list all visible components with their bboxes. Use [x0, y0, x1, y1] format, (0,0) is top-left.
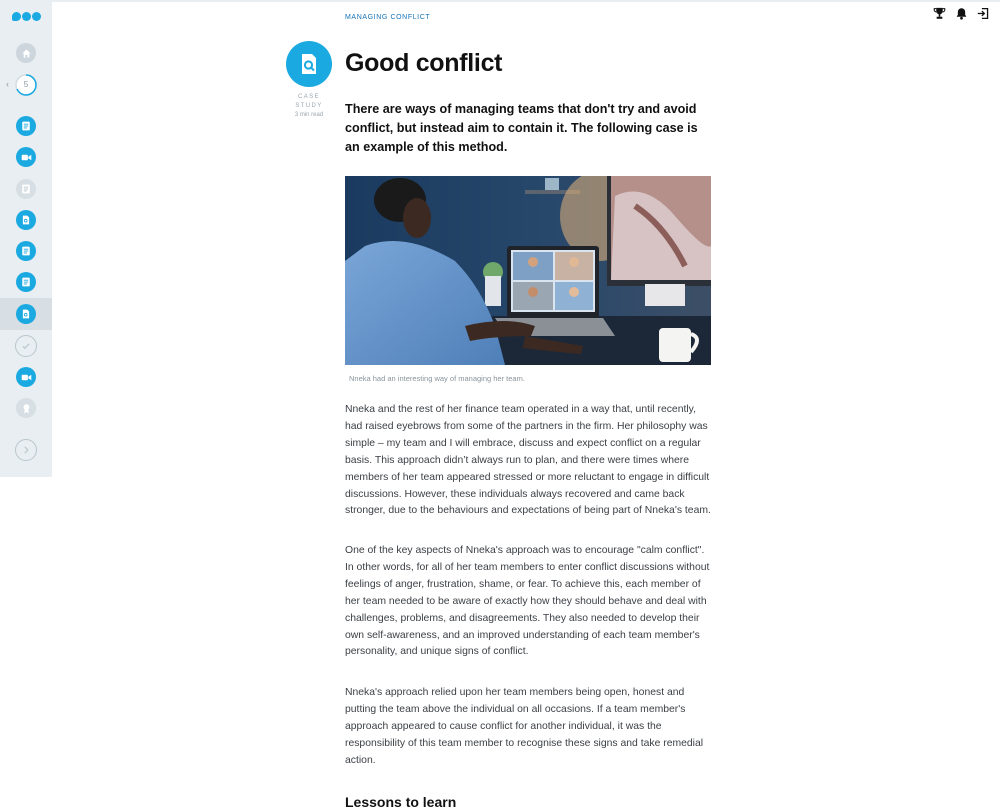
progress-value: 5	[23, 80, 29, 89]
section-label: MANAGING CONFLICT	[345, 14, 431, 21]
article-paragraph-3: Nneka's approach relied upon her team members being open, honest and putting the team above the individual on all occasions. If a team member's approach appeared to cause conflict for another individual, it was the responsibility of this team member to recognise these signs and take remedial action.	[345, 687, 704, 766]
header-actions	[933, 7, 990, 20]
chevron-left-icon[interactable]: ‹	[6, 79, 9, 89]
section-heading-lessons: Lessons to learn	[345, 794, 457, 810]
sidebar-item-article-2[interactable]	[16, 241, 36, 261]
article-icon	[21, 246, 31, 256]
article-paragraph-1: Nneka and the rest of her finance team operated in a way that, until recently, had raised eyebrows from some of the partners in the firm. Her philosophy was simple – my team and I will embrace, discuss and expect conflict on a regular basis. This approach didn’t always run to plan, and there were times where members of her team appeared stressed or more reluctant to engage in difficult discussions. However, these individuals always recovered and came back stronger, due to the behaviours and expectations of being part of Nneka's team.	[345, 404, 711, 517]
content-type-line-1: CASE	[298, 94, 320, 100]
article-icon	[21, 277, 31, 287]
chevron-right-icon	[21, 445, 31, 455]
case-study-icon	[297, 52, 321, 76]
video-icon	[21, 372, 32, 383]
case-study-icon	[21, 309, 31, 319]
article-paragraph-2: One of the key aspects of Nneka's approach was to encourage "calm conflict". In other words, for all of her team members to enter conflict discussions without feelings of anger, frustration, shame, or fear. To achieve this, each member of her team needed to be aware of exactly how they should behave and deal with challenges, problems, and disagreements. They also needed to develop their own self-awareness, and an improved understanding of each team member's personality, and unique signs of conflict.	[345, 545, 710, 658]
image-caption: Nneka had an interesting way of managing her team.	[349, 374, 525, 383]
course-sidebar	[0, 0, 52, 477]
check-icon	[21, 341, 31, 351]
sidebar-home-button[interactable]	[16, 43, 36, 63]
article-hero-image	[345, 176, 711, 365]
case-study-badge	[286, 41, 332, 87]
sidebar-item-quiz[interactable]	[16, 179, 36, 199]
bell-icon[interactable]	[955, 7, 968, 20]
trophy-icon[interactable]	[933, 7, 946, 20]
page-title: Good conflict	[345, 49, 503, 77]
home-icon	[21, 48, 32, 59]
sidebar-item-case-study-1[interactable]	[16, 210, 36, 230]
sidebar-item-article-1[interactable]	[16, 116, 36, 136]
read-time: 3 min read	[294, 112, 324, 118]
article-icon	[21, 121, 31, 131]
sidebar-item-award[interactable]	[16, 398, 36, 418]
sidebar-item-checkpoint[interactable]	[15, 335, 37, 357]
sidebar-item-video-2[interactable]	[16, 367, 36, 387]
logout-icon[interactable]	[977, 7, 990, 20]
case-study-icon	[21, 215, 31, 225]
video-icon	[21, 152, 32, 163]
quiz-icon	[21, 184, 31, 194]
sidebar-item-article-3[interactable]	[16, 272, 36, 292]
sidebar-item-video-1[interactable]	[16, 147, 36, 167]
progress-indicator	[14, 73, 38, 97]
sidebar-item-case-study-current[interactable]	[16, 304, 36, 324]
content-type-line-2: STUDY	[295, 103, 323, 109]
top-border	[0, 0, 1000, 2]
brand-logo[interactable]	[12, 12, 41, 21]
article-intro: There are ways of managing teams that don't try and avoid conflict, but instead aim to contain it. The following case is an example of this method.	[345, 102, 698, 154]
award-icon	[21, 403, 32, 414]
content-type-label	[286, 93, 332, 111]
sidebar-next-button[interactable]	[15, 439, 37, 461]
